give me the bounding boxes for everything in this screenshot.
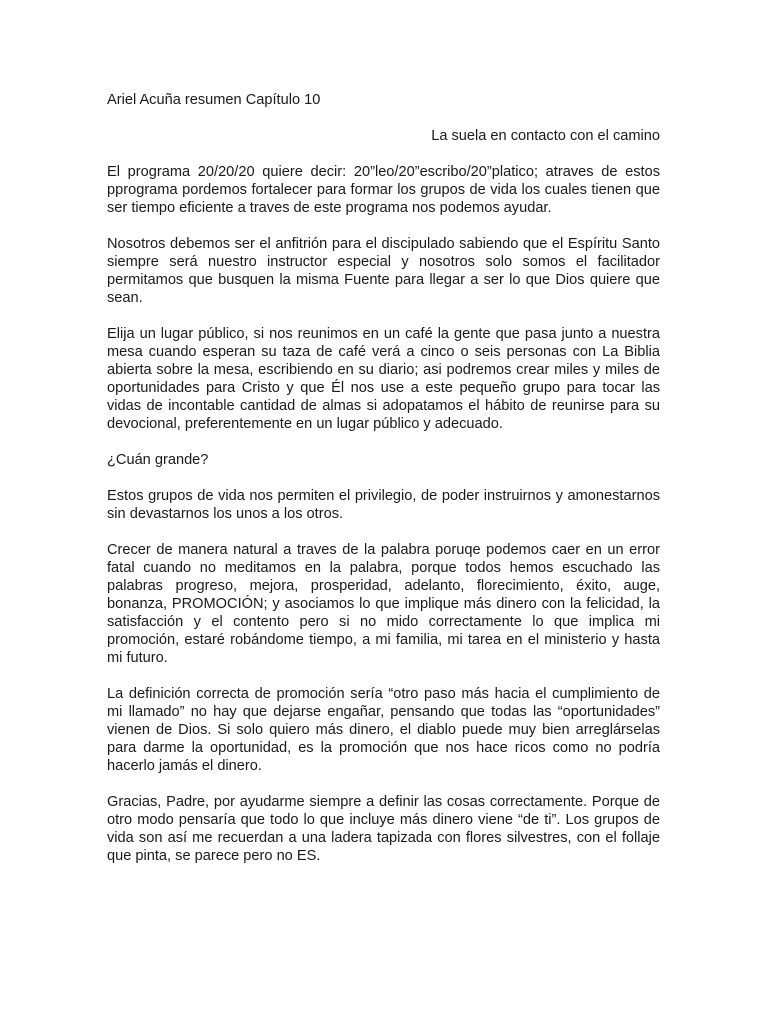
- paragraph-program: El programa 20/20/20 quiere decir: 20”leo/20”escribo/20”platico; atraves de estos pprograma pordemos fortalecer para formar los grupos de vida los cuales tienen que ser tiempo eficiente a traves de este programa nos podemos ayudar.: [107, 164, 660, 216]
- document-body: [107, 91, 660, 883]
- paragraph-thanks: Gracias, Padre, por ayudarme siempre a definir las cosas correctamente. Porque de otro modo pensaría que todo lo que incluye más dinero viene “de ti”. Los grupos de vida son así me recuerdan a una ladera tapizada con flores silvestres, con el follaje que pinta, se parece pero no ES.: [107, 794, 660, 864]
- author-line: Ariel Acuña resumen Capítulo 10: [107, 92, 321, 108]
- paragraph-privilege: Estos grupos de vida nos permiten el privilegio, de poder instruirnos y amonestarnos sin devastarnos los unos a los otros.: [107, 488, 660, 522]
- paragraph-promotion: La definición correcta de promoción sería “otro paso más hacia el cumplimiento de mi llamado” no hay que dejarse engañar, pensando que todas las “oportunidades” vienen de Dios. Si solo quiero más dinero, el diablo puede muy bien arreglárselas para darme la oportunidad, es la promoción que nos hace ricos como no podría hacerlo jamás el dinero.: [107, 686, 660, 774]
- paragraph-grow: Crecer de manera natural a traves de la palabra poruqe podemos caer en un error fatal cuando no meditamos en la palabra, porque todos hemos escuchado las palabras progreso, mejora, prosperidad, adelanto, florecimiento, éxito, auge, bonanza, PROMOCIÓN; y asociamos lo que implique más dinero con la felicidad, la satisfacción y el contento pero si no mido correctamente lo que implica mi promoción, estaré robándome tiempo, a mi familia, mi tarea en el ministerio y hasta mi futuro.: [107, 542, 660, 666]
- chapter-subtitle: La suela en contacto con el camino: [431, 128, 660, 144]
- paragraph-public-place: Elija un lugar público, si nos reunimos en un café la gente que pasa junto a nuestra mesa cuando esperan su taza de café verá a cinco o seis personas con La Biblia abierta sobre la mesa, escribiendo en su diario; asi podremos crear miles y miles de oportunidades para Cristo y que Él nos use a este pequeño grupo para tocar las vidas de incontable cantidad de almas si adopatamos el hábito de reunirse para su devocional, preferentemente en un lugar público y adecuado.: [107, 326, 660, 432]
- question-heading: ¿Cuán grande?: [107, 452, 209, 468]
- paragraph-host: Nosotros debemos ser el anfitrión para el discipulado sabiendo que el Espíritu Santo siempre será nuestro instructor especial y nosotros solo somos el facilitador permitamos que busquen la misma Fuente para llegar a ser lo que Dios quiere que sean.: [107, 236, 660, 306]
